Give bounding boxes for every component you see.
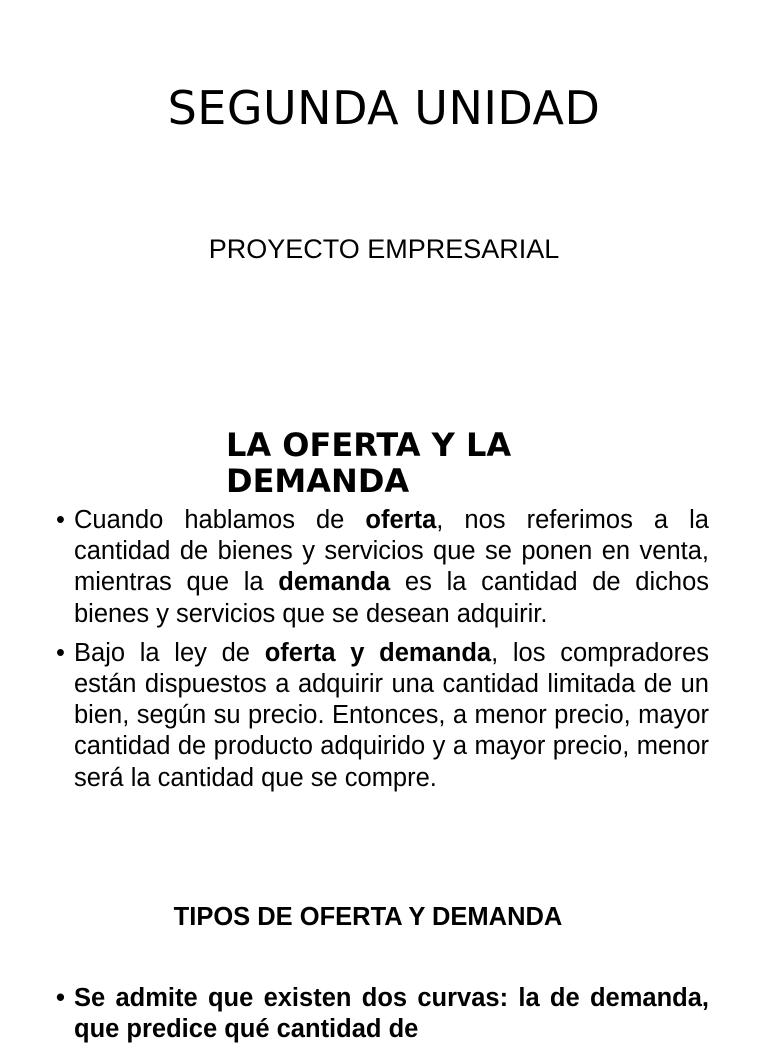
section-heading: LA OFERTA Y LA DEMANDA: [226, 426, 512, 500]
bullet-list-tipos: [56, 983, 709, 1045]
section-subheading: TIPOS DE OFERTA Y DEMANDA: [173, 903, 563, 931]
bold-term-oferta: oferta: [365, 506, 437, 534]
bold-term-oferta-y-demanda: oferta y demanda: [264, 638, 492, 667]
bullet-item-oferta-demanda: [56, 505, 709, 630]
bullet-text: Bajo la ley de oferta y demanda, los compradores están dispuestos a adquirir una cantidad limitada de un bien, según su precio. Entonces, a menor precio, mayor cantidad de producto adquirido y a mayor precio, menor será la cantidad que se compre.: [74, 638, 710, 792]
page-subtitle: PROYECTO EMPRESARIAL: [208, 234, 560, 264]
page-title: SEGUNDA UNIDAD: [167, 81, 601, 135]
bullet-text: Cuando hablamos de oferta, nos referimos a la cantidad de bienes y servicios que se ponen en venta, mientras que la demanda es la cantidad de dichos bienes y servicios que se desean adquirir.: [74, 506, 709, 628]
bullet-text: Se admite que existen dos curvas: la de demanda, que predice qué cantidad de: [74, 984, 709, 1044]
bold-term-demanda: demanda: [278, 568, 391, 597]
bullet-icon: •: [56, 638, 65, 667]
bullet-item-curvas: [56, 983, 709, 1045]
bullet-icon: •: [56, 506, 65, 534]
bullet-list: [56, 505, 709, 794]
bullet-icon: •: [56, 984, 65, 1012]
bullet-item-ley: [56, 638, 709, 794]
